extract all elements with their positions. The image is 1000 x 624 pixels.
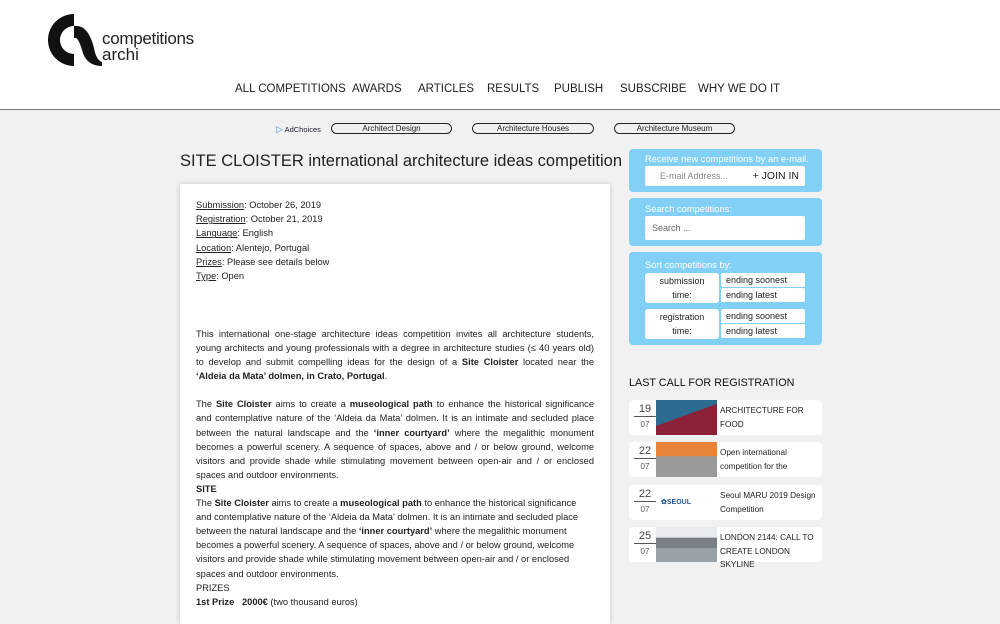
adchoices-link[interactable]	[276, 124, 321, 135]
competition-description	[196, 327, 597, 609]
meta-value: : Open	[216, 271, 245, 282]
last-call-heading: LAST CALL FOR REGISTRATION	[629, 377, 795, 389]
item-day: 25	[634, 530, 656, 544]
nav-articles[interactable]: ARTICLES	[418, 83, 475, 95]
text: The	[196, 498, 215, 509]
text: This international one-stage architecture ideas competition invites all architecture students, young architects and young professionals with a degree in architecture studies (≤ 40 years old) to develop and submit compelling ideas for the design of a	[196, 329, 597, 368]
meta-value: : Please see details below	[221, 256, 330, 267]
nav-subscribe[interactable]: SUBSCRIBE	[620, 83, 687, 95]
paragraph-gap	[196, 383, 594, 397]
text: to enhance the historical significance and contemplative nature of the ‘Aldeia da Mata’ dolmen. It is an intimate and secluded place between the natural landscape and the	[196, 399, 597, 438]
newsletter-label: Receive new competitions by an e-mail.	[645, 154, 809, 164]
bold-text: ‘inner courtyard’	[358, 526, 433, 537]
bold-text: Site Cloister	[461, 357, 519, 368]
bold-text: 1st Prize 2000€	[196, 596, 268, 607]
item-title: LONDON 2144: CALL TO CREATE LONDON SKYLINE	[720, 533, 814, 569]
text: aims to create a	[271, 399, 350, 410]
meta-label: Registration	[196, 214, 246, 225]
ad-button-architect-design[interactable]: Architect Design	[331, 123, 452, 134]
item-month: 07	[640, 462, 650, 471]
text: The	[196, 399, 216, 410]
search-box	[629, 198, 822, 246]
item-day: 19	[634, 403, 656, 417]
adchoices-label: AdChoices	[284, 125, 321, 134]
text: where the megalithic monument becomes a powerful scenery. A sequence of spaces, above and / or below ground, welcome visitors and provide shade while stimulating movement between open-air and / or enclosed spaces and outdoor environments.	[196, 526, 577, 579]
sort-submission-label: submission time:	[645, 273, 719, 303]
logo-text-archi: archi	[102, 45, 139, 64]
search-input[interactable]	[645, 216, 805, 240]
text: where the megalithic monument becomes a powerful scenery. A sequence of spaces, above and / or below ground, welcome visitors and provide shade while stimulating movement between open-air and / or enclosed spaces and outdoor environments.	[196, 427, 597, 480]
meta-row	[196, 198, 329, 212]
item-month: 07	[640, 505, 650, 514]
meta-label: Type	[196, 271, 217, 282]
bold-text: Site Cloister	[214, 498, 269, 509]
meta-row	[196, 255, 329, 269]
sort-registration-row	[645, 309, 805, 339]
meta-row	[196, 241, 329, 255]
bold-text: Site Cloister	[215, 399, 272, 410]
meta-row	[196, 226, 329, 240]
main-nav	[0, 83, 1000, 99]
nav-results[interactable]: RESULTS	[487, 83, 540, 95]
bold-text: ‘Aldeia da Mata’ dolmen, in Crato, Portugal	[196, 371, 385, 382]
ad-button-architecture-museum[interactable]: Architecture Museum	[614, 123, 735, 134]
site-logo[interactable]	[44, 10, 204, 70]
ad-row	[0, 123, 1000, 135]
sort-submission-row	[645, 273, 805, 303]
sort-submission-latest[interactable]: ending latest	[721, 288, 805, 302]
nav-all-competitions[interactable]: ALL COMPETITIONS	[235, 83, 346, 95]
text: to enhance the historical significance and contemplative nature of the ‘Aldeia da Mata’ dolmen. It is an intimate and secluded place between the natural landscape and the	[196, 498, 581, 537]
competition-meta	[196, 198, 329, 283]
logo-text-competitions: competitions	[102, 29, 194, 48]
item-month: 07	[640, 420, 650, 429]
meta-value: : October 21, 2019	[245, 214, 323, 225]
item-month: 07	[640, 547, 650, 556]
meta-label: Submission	[196, 200, 245, 210]
bold-text: museological path	[340, 498, 422, 509]
body-paragraph	[196, 327, 597, 383]
bold-text: museological path	[349, 399, 433, 410]
text: .	[384, 371, 388, 382]
text: aims to create a	[268, 498, 341, 509]
join-in-button[interactable]: + JOIN IN	[752, 170, 799, 182]
item-thumbnail	[656, 442, 717, 477]
sort-label: Sort competitions by:	[645, 260, 732, 270]
item-day: 22	[634, 445, 656, 459]
last-call-item[interactable]	[629, 485, 822, 520]
last-call-item[interactable]	[629, 527, 822, 569]
sort-registration-label: registration time:	[645, 309, 719, 339]
page-title: SITE CLOISTER international architecture ideas competition	[180, 152, 623, 170]
meta-label: Prizes	[196, 256, 222, 267]
meta-value: : English	[237, 228, 274, 239]
item-title: Seoul MARU 2019 Design Competition	[720, 491, 816, 514]
nav-publish[interactable]: PUBLISH	[554, 83, 604, 95]
item-title: ARCHITECTURE FOR FOOD	[720, 406, 804, 429]
body-paragraph	[196, 581, 594, 595]
meta-row	[196, 269, 329, 283]
bold-text: ‘inner courtyard’	[373, 427, 450, 438]
meta-label: Language	[196, 228, 238, 239]
meta-value: : Alentejo, Portugal	[231, 242, 310, 253]
item-day: 22	[634, 488, 656, 502]
body-paragraph	[196, 397, 597, 482]
search-placeholder: Search ...	[652, 223, 691, 233]
search-label: Search competitions:	[645, 204, 732, 214]
last-call-item[interactable]	[629, 442, 822, 477]
ad-button-architecture-houses[interactable]: Architecture Houses	[472, 123, 594, 134]
nav-why-we-do-it[interactable]: WHY WE DO IT	[698, 83, 781, 95]
logo-mark-icon	[44, 10, 104, 70]
sort-registration-latest[interactable]: ending latest	[721, 324, 805, 338]
meta-row	[196, 212, 329, 226]
text: located near the	[518, 357, 597, 368]
competition-card	[180, 184, 610, 624]
item-title: Open international competition for the	[720, 448, 788, 471]
item-thumbnail: ✿SEOUL	[656, 485, 717, 520]
body-paragraph	[196, 496, 594, 581]
sort-registration-soonest[interactable]: ending soonest	[721, 309, 805, 323]
text: PRIZES	[196, 582, 230, 593]
sort-box	[629, 252, 822, 345]
item-thumbnail	[656, 400, 717, 435]
meta-label: Location	[196, 242, 232, 253]
item-thumbnail	[656, 527, 717, 562]
body-paragraph	[196, 595, 594, 609]
last-call-item[interactable]	[629, 400, 822, 435]
site-header	[0, 0, 1000, 110]
text: (two thousand euros)	[267, 596, 358, 607]
nav-awards[interactable]: AWARDS	[352, 83, 402, 95]
body-paragraph	[196, 482, 594, 496]
adchoices-icon: ▷	[276, 124, 283, 134]
bold-text: SITE	[196, 483, 217, 494]
email-field[interactable]	[645, 166, 805, 186]
email-placeholder: E-mail Address...	[660, 171, 729, 181]
newsletter-box	[629, 149, 822, 192]
meta-value: : October 26, 2019	[244, 200, 322, 210]
sort-submission-soonest[interactable]: ending soonest	[721, 273, 805, 287]
